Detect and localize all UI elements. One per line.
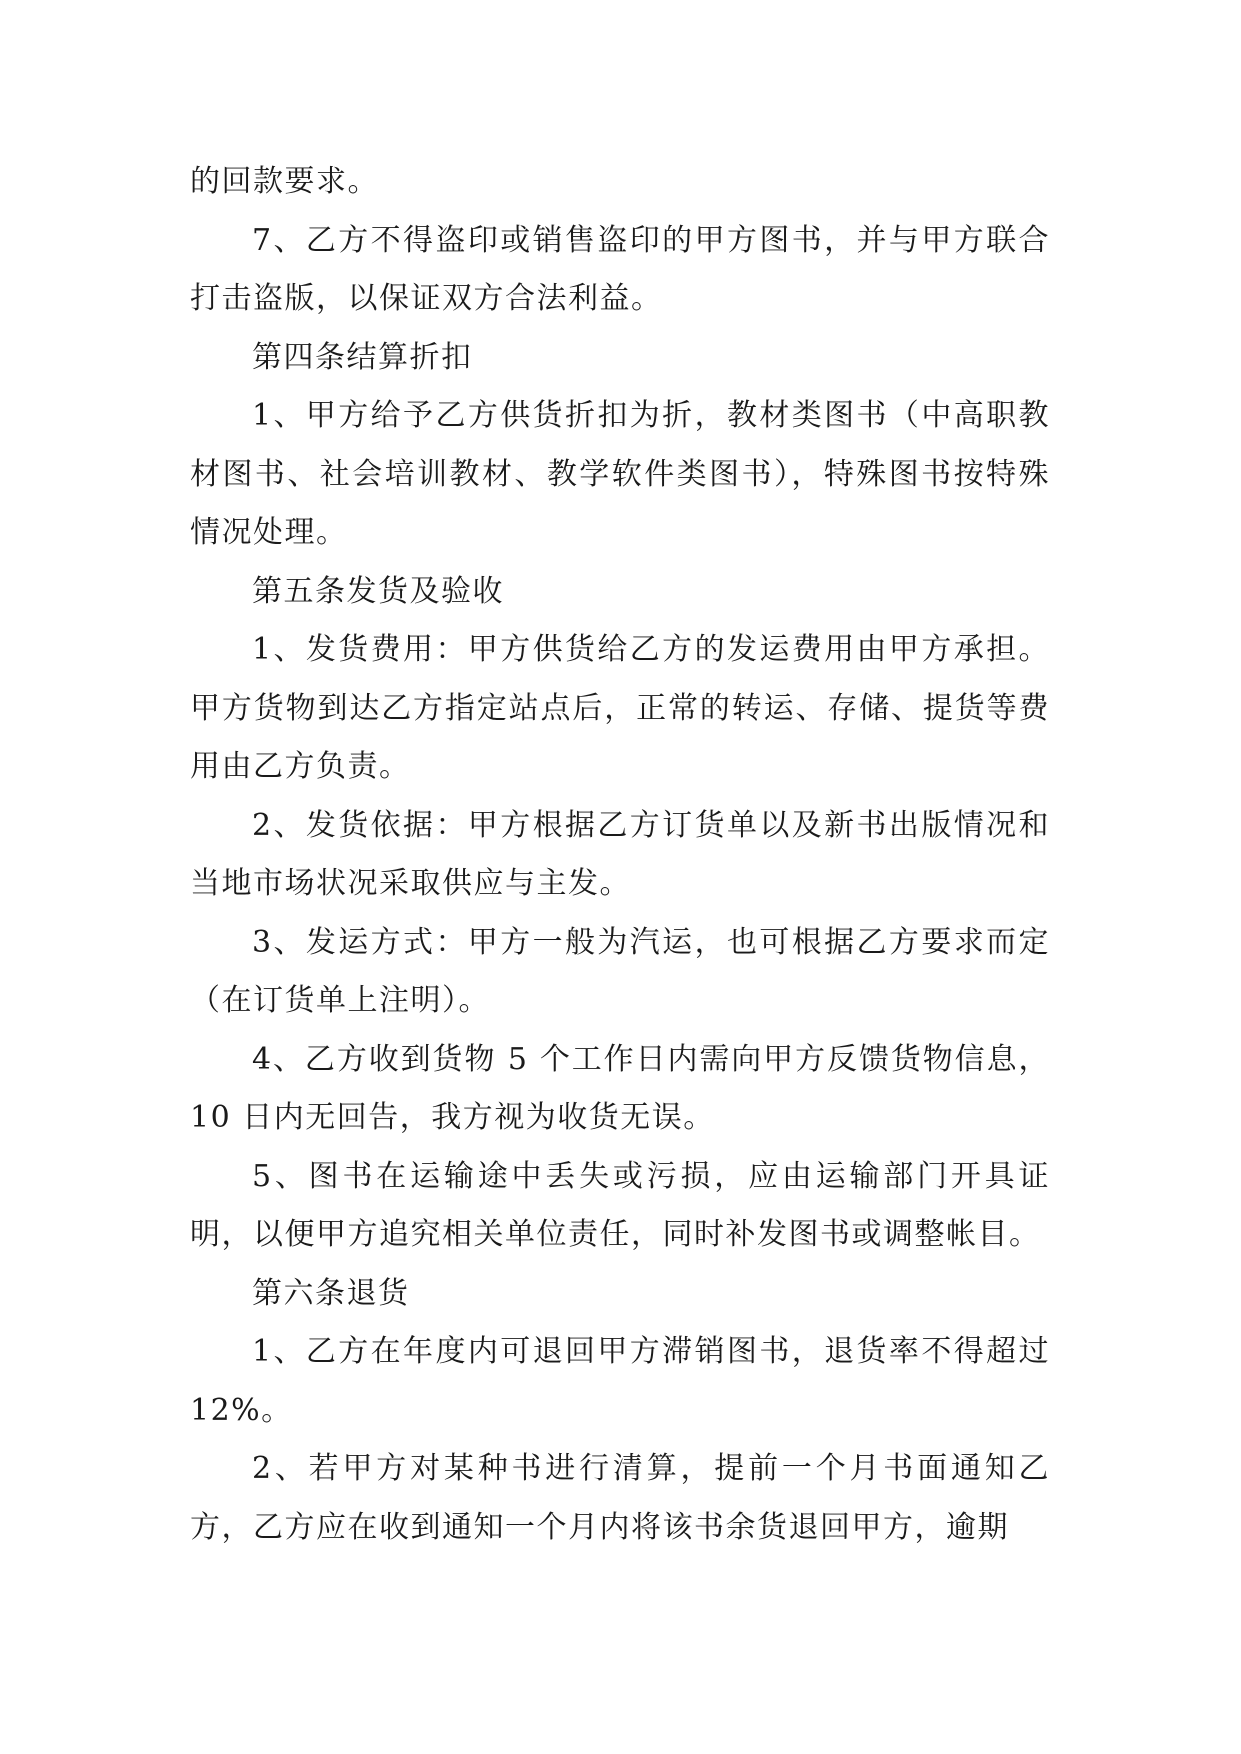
section-heading-article-4: 第四条结算折扣 bbox=[252, 339, 473, 375]
paragraph-article-5-item-3: 3、发运方式：甲方一般为汽运，也可根据乙方要求而定（在订货单上注明）。 bbox=[190, 924, 1050, 1018]
paragraph-article-5-item-2: 2、发货依据：甲方根据乙方订货单以及新书出版情况和当地市场状况采取供应与主发。 bbox=[190, 807, 1050, 901]
document-body bbox=[190, 153, 1050, 1557]
paragraph-continuation: 的回款要求。 bbox=[190, 164, 379, 199]
section-heading-article-5: 第五条发货及验收 bbox=[252, 573, 504, 609]
paragraph-article-5-item-1: 1、发货费用：甲方供货给乙方的发运费用由甲方承担。甲方货物到达乙方指定站点后，正常的转运、存储、提货等费用由乙方负责。 bbox=[190, 632, 1050, 784]
paragraph-article-6-item-2: 2、若甲方对某种书进行清算，提前一个月书面通知乙方，乙方应在收到通知一个月内将该书余货退回甲方，逾期 bbox=[190, 1451, 1050, 1545]
paragraph-article-5-item-4: 4、乙方收到货物 5 个工作日内需向甲方反馈货物信息，10 日内无回告，我方视为收货无误。 bbox=[190, 1041, 1050, 1135]
paragraph-item-7: 7、乙方不得盗印或销售盗印的甲方图书，并与甲方联合打击盗版，以保证双方合法利益。 bbox=[190, 222, 1050, 316]
paragraph-article-4-item-1: 1、甲方给予乙方供货折扣为折，教材类图书（中高职教材图书、社会培训教材、教学软件类图书），特殊图书按特殊情况处理。 bbox=[190, 398, 1050, 550]
paragraph-article-6-item-1: 1、乙方在年度内可退回甲方滞销图书，退货率不得超过 12%。 bbox=[190, 1334, 1050, 1428]
paragraph-article-5-item-5: 5、图书在运输途中丢失或污损，应由运输部门开具证明，以便甲方追究相关单位责任，同时补发图书或调整帐目。 bbox=[190, 1158, 1050, 1252]
section-heading-article-6: 第六条退货 bbox=[252, 1275, 410, 1311]
